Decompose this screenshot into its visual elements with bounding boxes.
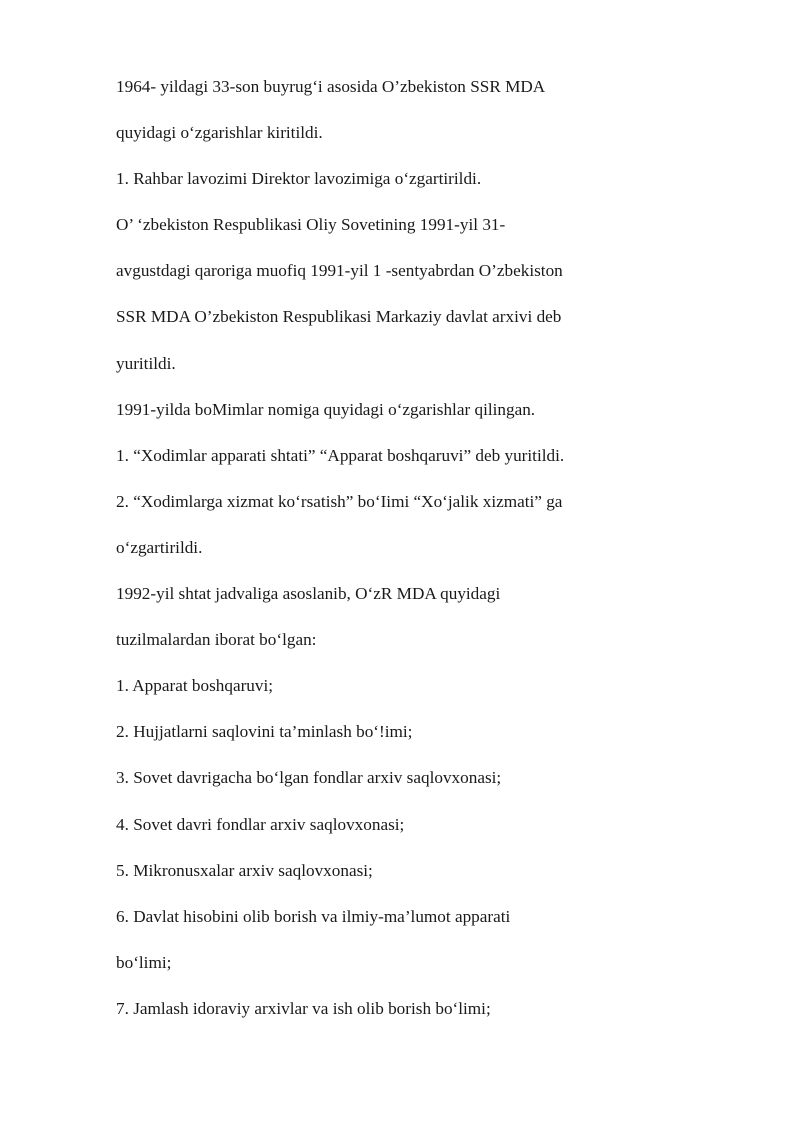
text-line: 1992-yil shtat jadvaliga asoslanib, O‘zR MDA quyidagi xyxy=(116,584,501,604)
text-line: quyidagi o‘zgarishlar kiritildi. xyxy=(116,123,323,143)
list-item: 7. Jamlash idoraviy arxivlar va ish olib borish bo‘limi; xyxy=(116,998,491,1018)
text-line: o‘zgartirildi. xyxy=(116,537,203,557)
list-item: bo‘limi; xyxy=(116,952,172,972)
text-line: yuritildi. xyxy=(116,353,176,373)
document-body xyxy=(116,70,756,1038)
list-item: 3. Sovet davrigacha bo‘lgan fondlar arxiv saqlovxonasi; xyxy=(116,768,502,788)
text-line: 1. Rahbar lavozimi Direktor lavozimiga o‘zgartirildi. xyxy=(116,169,482,189)
text-line: tuzilmalardan iborat bo‘lgan: xyxy=(116,630,317,650)
text-line: avgustdagi qaroriga muofiq 1991-yil 1 -sentyabrdan O’zbekiston xyxy=(116,261,563,281)
text-line: O’ ‘zbekiston Respublikasi Oliy Sovetining 1991-yil 31- xyxy=(116,215,506,235)
list-item: 1. Apparat boshqaruvi; xyxy=(116,676,274,696)
text-line: 1964- yildagi 33-son buyrug‘i asosida O’zbekiston SSR MDA xyxy=(116,77,546,96)
text-line: 1. “Xodimlar apparati shtati” “Apparat boshqaruvi” deb yuritildi. xyxy=(116,445,565,465)
text-line: 1991-yilda boMimlar nomiga quyidagi o‘zgarishlar qilingan. xyxy=(116,399,536,419)
list-item: 6. Davlat hisobini olib borish va ilmiy-ma’lumot apparati xyxy=(116,906,511,926)
list-item: 5. Mikronusxalar arxiv saqlovxonasi; xyxy=(116,860,373,880)
list-item: 4. Sovet davri fondlar arxiv saqlovxonasi; xyxy=(116,814,405,834)
text-line: SSR MDA O’zbekiston Respublikasi Markaziy davlat arxivi deb xyxy=(116,307,562,327)
text-line: 2. “Xodimlarga xizmat ko‘rsatish” bo‘Iimi “Xo‘jalik xizmati” ga xyxy=(116,491,563,511)
list-item: 2. Hujjatlarni saqlovini ta’minlash bo‘!imi; xyxy=(116,722,413,742)
